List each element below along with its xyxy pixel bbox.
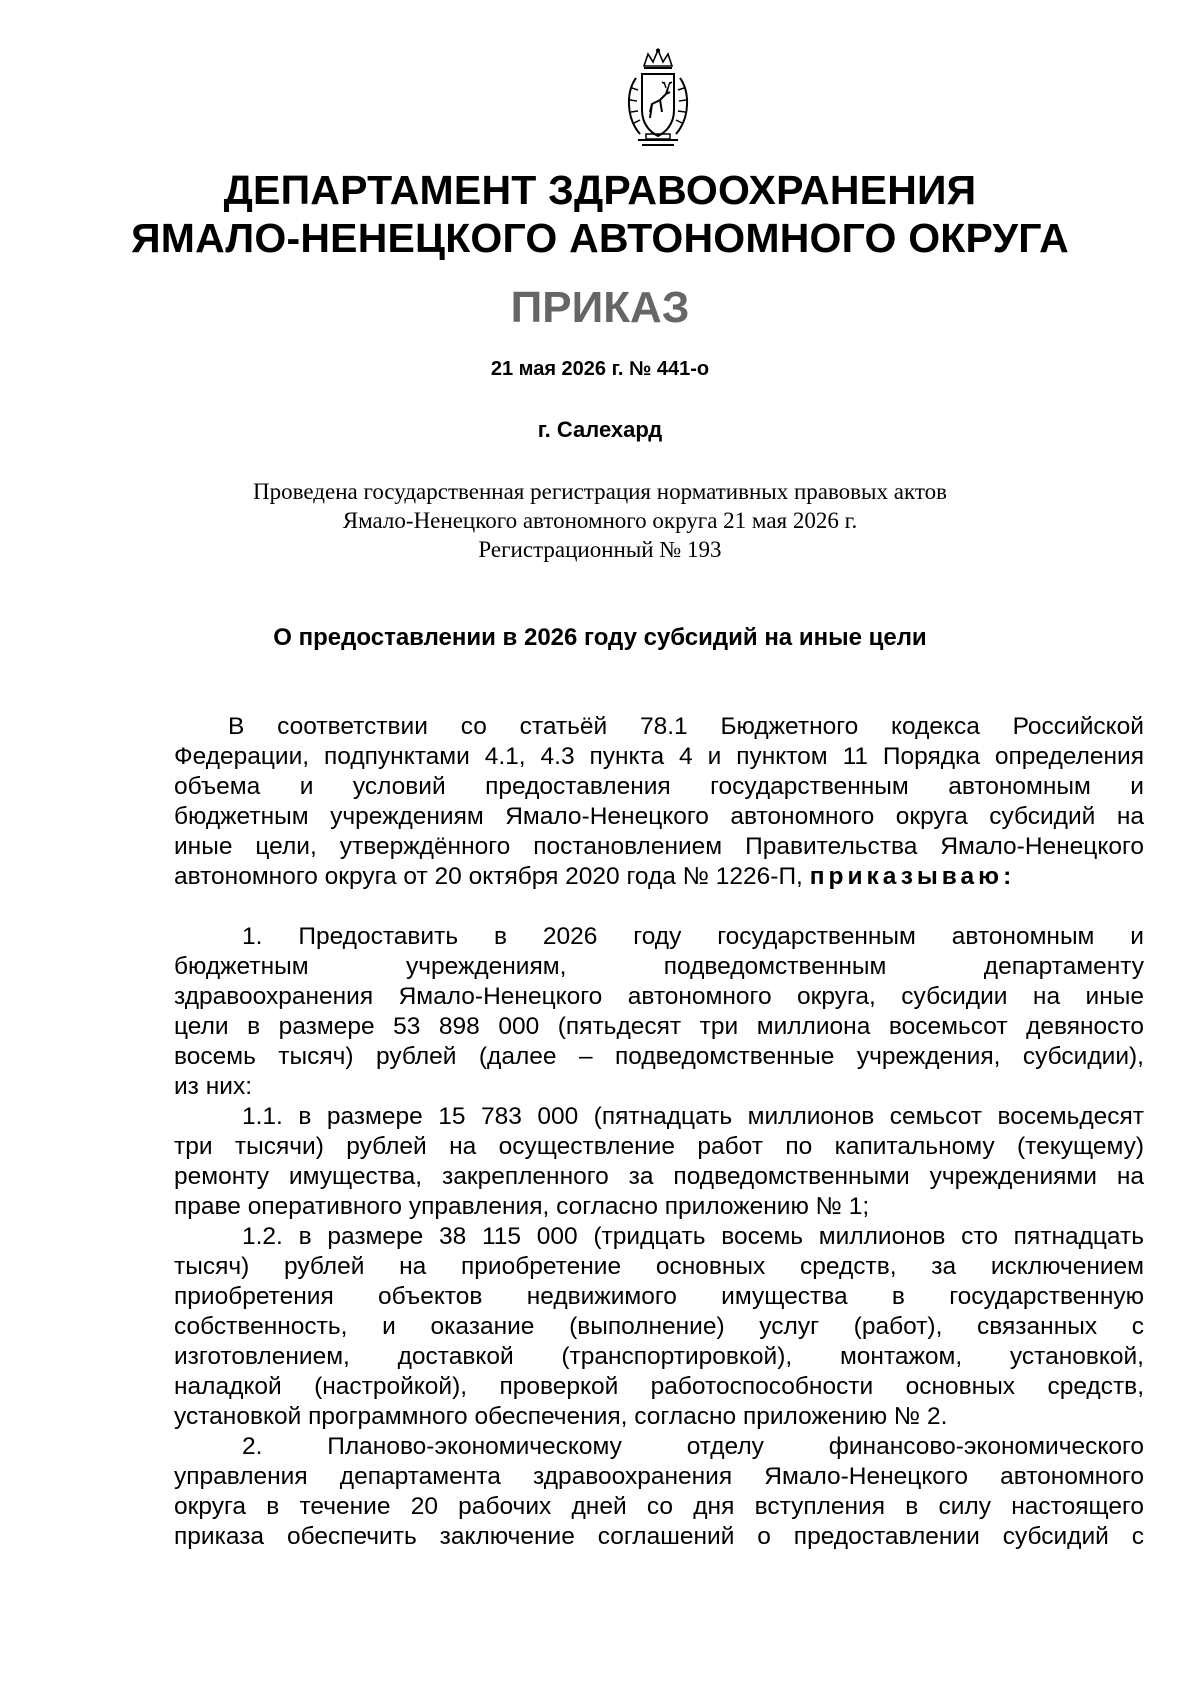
body-line: праве оперативного управления, согласно приложению № 1; <box>174 1193 870 1220</box>
body-line: собственность, и оказание (выполнение) услуг (работ), связанных с <box>174 1313 1144 1340</box>
body-line: В соответствии со статьёй 78.1 Бюджетного кодекса Российской <box>228 713 1144 740</box>
order-subject: О предоставлении в 2026 году субсидий на иные цели <box>273 624 927 651</box>
order-date-number: 21 мая 2026 г. № 441-о <box>490 358 710 380</box>
emblem-icon <box>622 48 694 152</box>
body-line: бюджетным учреждениям, подведомственным департаменту <box>174 953 1144 980</box>
order-city: г. Салехард <box>537 417 663 442</box>
body-line: тысяч) рублей на приобретение основных средств, за исключением <box>174 1253 1144 1280</box>
registration-note-line2: Ямало-Ненецкого автономного округа 21 мая 2026 г. <box>342 508 858 533</box>
body-line: иные цели, утверждённого постановлением Правительства Ямало-Ненецкого <box>174 833 1144 860</box>
body-line: здравоохранения Ямало-Ненецкого автономного округа, субсидии на иные <box>174 983 1144 1010</box>
body-line: 1.1. в размере 15 783 000 (пятнадцать миллионов семьсот восемьдесят <box>242 1103 1144 1130</box>
body-line: автономного округа от 20 октября 2020 года № 1226-П, <box>174 863 803 890</box>
body-line: бюджетным учреждениям Ямало-Ненецкого автономного округа субсидий на <box>174 803 1144 830</box>
body-line: из них: <box>174 1073 252 1100</box>
registration-note-line1: Проведена государственная регистрация нормативных правовых актов <box>253 479 947 504</box>
document-type-title: ПРИКАЗ <box>510 283 690 332</box>
body-line: установкой программного обеспечения, согласно приложению № 2. <box>174 1403 948 1430</box>
department-name-line1: ДЕПАРТАМЕНТ ЗДРАВООХРАНЕНИЯ <box>223 167 977 213</box>
registration-note-line3: Регистрационный № 193 <box>478 537 722 562</box>
directive-word: приказываю: <box>809 863 1016 890</box>
body-line: цели в размере 53 898 000 (пятьдесят три миллиона восемьсот девяносто <box>174 1013 1144 1040</box>
body-line: Федерации, подпунктами 4.1, 4.3 пункта 4 и пунктом 11 Порядка определения <box>174 743 1144 770</box>
body-line: изготовлением, доставкой (транспортировкой), монтажом, установкой, <box>174 1343 1144 1370</box>
body-line: 2. Планово-экономическому отделу финансово-экономического <box>242 1433 1144 1460</box>
body-line: объема и условий предоставления государственным автономным и <box>174 773 1144 800</box>
coat-of-arms-emblem <box>622 48 694 152</box>
body-line: ремонту имущества, закрепленного за подведомственными учреждениями на <box>174 1163 1144 1190</box>
body-line: три тысячи) рублей на осуществление работ по капитальному (текущему) <box>174 1133 1144 1160</box>
department-name-line2: ЯМАЛО-НЕНЕЦКОГО АВТОНОМНОГО ОКРУГА <box>131 215 1069 261</box>
body-line: приобретения объектов недвижимого имущества в государственную <box>174 1283 1144 1310</box>
body-line: наладкой (настройкой), проверкой работоспособности основных средств, <box>174 1373 1144 1400</box>
body-line: восемь тысяч) рублей (далее – подведомственные учреждения, субсидии), <box>174 1043 1144 1070</box>
body-line: 1.2. в размере 38 115 000 (тридцать восемь миллионов сто пятнадцать <box>242 1223 1144 1250</box>
body-line: управления департамента здравоохранения Ямало-Ненецкого автономного <box>174 1463 1144 1490</box>
body-line-with-directive <box>174 862 1144 892</box>
body-line: округа в течение 20 рабочих дней со дня вступления в силу настоящего <box>174 1493 1144 1520</box>
body-line: приказа обеспечить заключение соглашений о предоставлении субсидий с <box>174 1523 1144 1550</box>
body-line: 1. Предоставить в 2026 году государственным автономным и <box>242 923 1144 950</box>
